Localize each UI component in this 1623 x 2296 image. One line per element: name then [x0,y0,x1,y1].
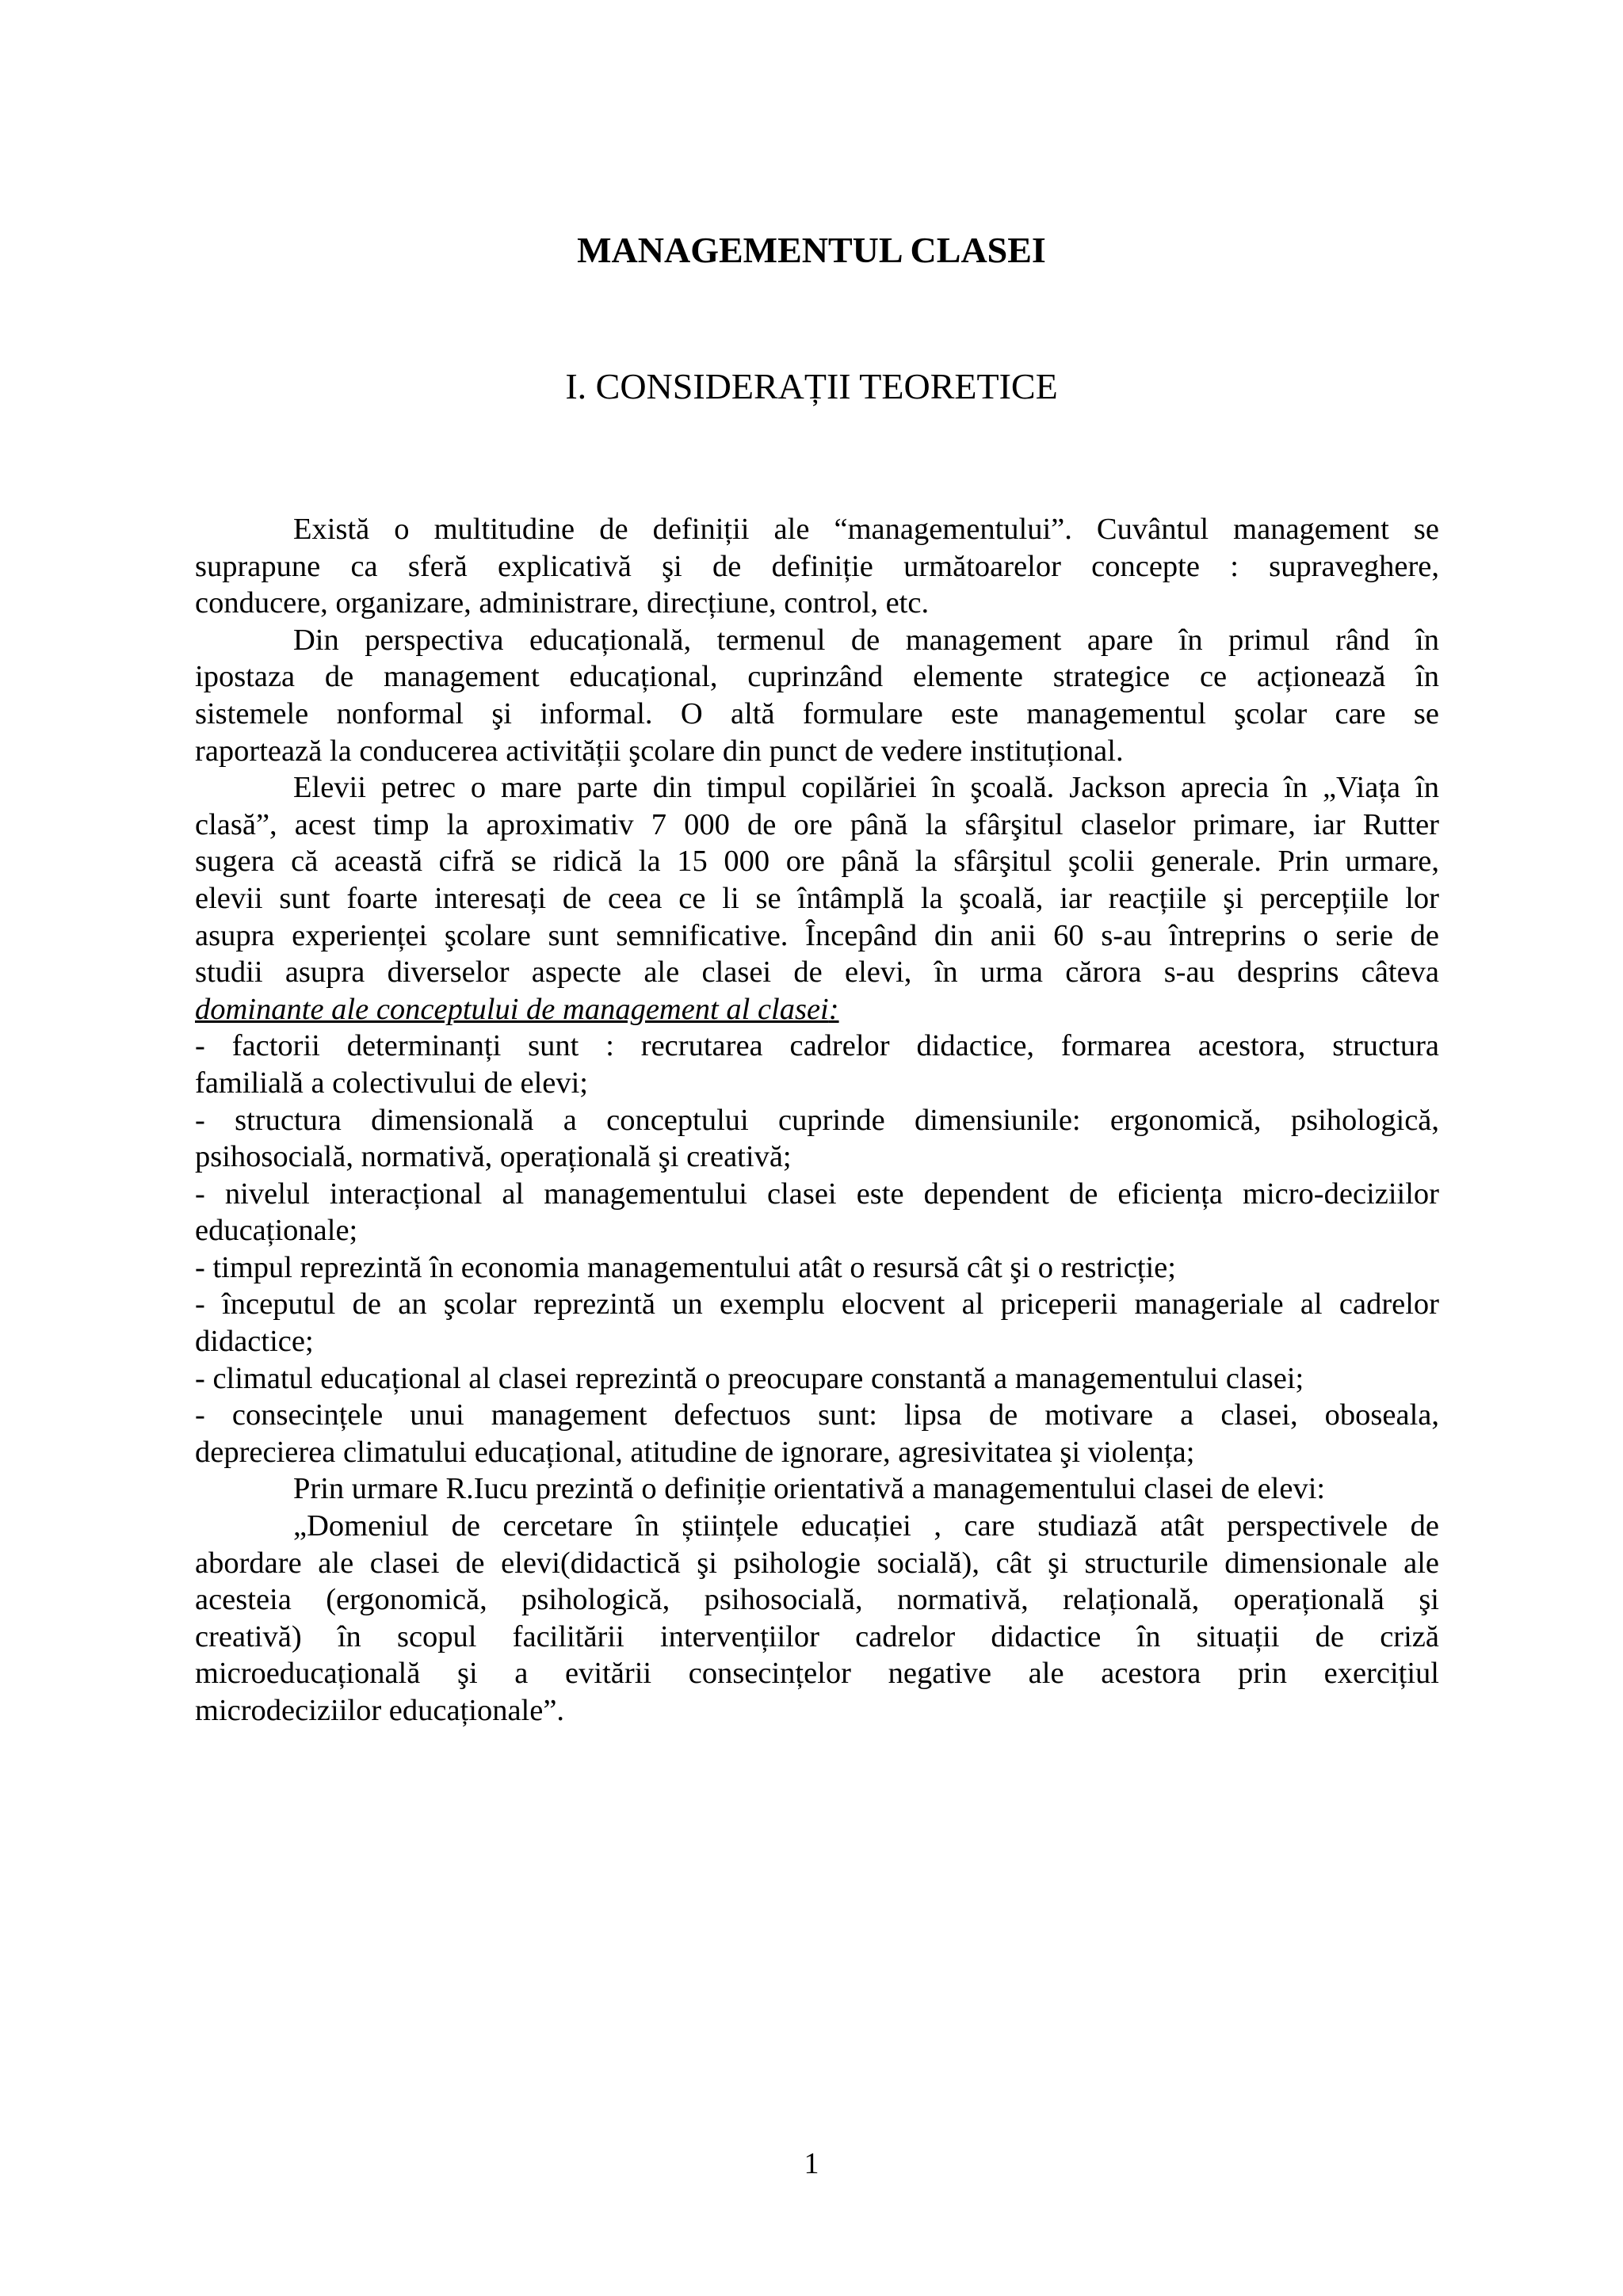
text-line: acesteia (ergonomică, psihologică, psihosocială, normativă, relațională, operațională şi [195,1583,1439,1617]
definition-quote [195,1508,1439,1730]
text-line: Elevii petrec o mare parte din timpul copilăriei în şcoală. Jackson aprecia în „Viața în [293,771,1439,805]
text-line: sistemele nonformal şi informal. O altă formulare este managementul şcolar care se [195,696,1439,730]
text-line: - climatul educațional al clasei reprezintă o preocupare constantă a managementului clasei; [195,1361,1304,1395]
text-line: familială a colectivului de elevi; [195,1066,589,1100]
text-line: sugera că această cifră se ridică la 15 000 ore până la sfârşitul şcolii generale. Prin urmare, [195,845,1439,879]
list-item [195,1102,1439,1176]
paragraph-3 [195,769,1439,1028]
text-line: Prin urmare R.Iucu prezintă o definiție orientativă a managementului clasei de elevi: [293,1472,1326,1506]
text-line: microdeciziilor educaționale”. [195,1694,565,1727]
document-title: MANAGEMENTUL CLASEI [577,230,1046,270]
text-line: elevii sunt foarte interesați de ceea ce li se întâmplă la şcoală, iar reacțiile şi percepțiile lor [195,881,1439,915]
text-line: - timpul reprezintă în economia managementului atât o resursă cât şi o restricție; [195,1250,1176,1284]
text-line: didactice; [195,1325,314,1359]
text-line: Din perspectiva educațională, termenul de management apare în primul rând în [293,623,1439,657]
underlined-phrase: dominante ale conceptului de management al clasei [195,992,829,1026]
text-line: - nivelul interacțional al managementului clasei este dependent de eficiența micro-deciziilor [195,1177,1439,1211]
text-line: conducere, organizare, administrare, direcțiune, control, etc. [195,586,930,620]
text-line: clasă”, acest timp la aproximativ 7 000 de ore până la sfârşitul claselor primare, iar Rutter [195,807,1439,841]
page-number: 1 [804,2147,819,2180]
text-line: ipostaza de management educațional, cuprinzând elemente strategice ce acționează în [195,660,1439,694]
text-line: - factorii determinanți sunt : recrutarea cadrelor didactice, formarea acestora, structura [195,1029,1439,1063]
text-line: studii asupra diverselor aspecte ale clasei de elevi, în urma cărora s-au desprins câteva [195,955,1439,990]
underlined-colon: : [828,992,839,1026]
text-line [195,991,1439,1028]
text-line: creativă) în scopul facilitării intervențiilor cadrelor didactice în situații de criză [195,1619,1439,1653]
list-item [195,1028,1439,1101]
text-line: deprecierea climatului educațional, atitudine de ignorare, agresivitatea şi violența; [195,1435,1195,1469]
text-line: suprapune ca sferă explicativă şi de definiție următoarelor concepte : supraveghere, [195,549,1439,583]
text-line: - structura dimensională a conceptului cuprinde dimensiunile: ergonomică, psihologică, [195,1103,1439,1137]
paragraph-1 [195,511,1439,622]
text-line: - începutul de an şcolar reprezintă un exemplu elocvent al priceperii manageriale al cadrelor [195,1287,1439,1322]
text-line: Există o multitudine de definiții ale “managementului”. Cuvântul management se [293,513,1439,546]
list-item [195,1360,1439,1398]
text-line: raportează la conducerea activității şcolare din punct de vedere instituțional. [195,734,1124,768]
body-text [195,511,1439,1730]
text-line: abordare ale clasei de elevi(didactică şi psihologie socială), cât şi structurile dimensionale ale [195,1546,1439,1580]
text-line: „Domeniul de cercetare în științele educației , care studiază atât perspectivele de [293,1509,1439,1543]
text-line: microeducațională şi a evitării consecințelor negative ale acestora prin exercițiul [195,1657,1439,1691]
text-line: - consecințele unui management defectuos sunt: lipsa de motivare a clasei, oboseala, [195,1398,1439,1432]
section-heading: I. CONSIDERAȚII TEORETICE [565,366,1058,406]
paragraph-2 [195,622,1439,769]
list-item [195,1397,1439,1470]
dominants-list [195,1028,1439,1470]
text-line: asupra experienței şcolare sunt semnificative. Începând din anii 60 s-au întreprins o serie de [195,918,1439,952]
list-item [195,1249,1439,1287]
text-line: psihosocială, normativă, operațională şi creativă; [195,1140,792,1174]
list-item [195,1286,1439,1360]
text-line: educaționale; [195,1214,358,1248]
list-item [195,1176,1439,1249]
paragraph-4 [195,1470,1439,1508]
